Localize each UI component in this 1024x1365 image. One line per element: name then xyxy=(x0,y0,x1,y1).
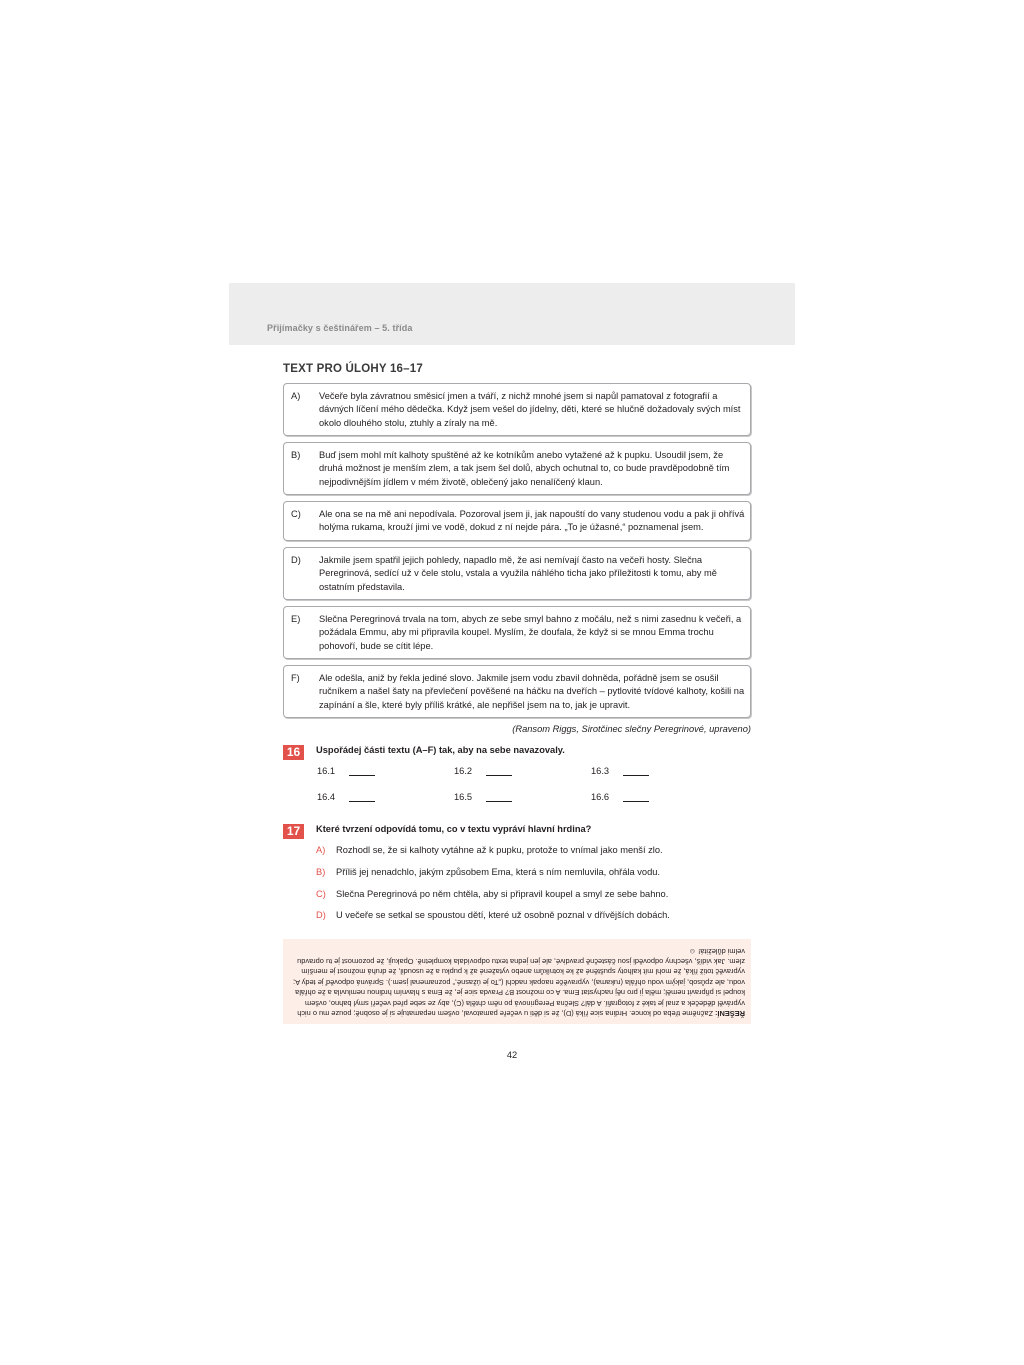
order-item xyxy=(454,792,512,802)
answer-option-c[interactable] xyxy=(316,889,668,899)
order-item xyxy=(591,766,649,776)
option-text: Příliš jej nenadchlo, jakým způsobem Ema, která s ním nemluvila, ohřála vodu. xyxy=(336,867,660,877)
solution-box xyxy=(283,939,751,1024)
answer-blank[interactable] xyxy=(623,767,649,776)
box-text: Jakmile jsem spatřil jejich pohledy, napadlo mě, že asi nemívají často na večeři hosty. Slečna Peregrinová, sedící už v čele stolu, vstala a využila náhlého ticha jako příležitosti k tomu, aby mě ostatním představila. xyxy=(319,555,717,592)
running-header xyxy=(229,283,795,345)
order-label: 16.1 xyxy=(317,766,336,776)
box-text: Slečna Peregrinová trvala na tom, abych ze sebe smyl bahno z močálu, než s nimi zasednu k večeři, a požádala Emmu, aby mi připravila koupel. Myslím, že doufala, že když si se mnou Emma trochu pohovoří, bude se cítit lépe. xyxy=(319,614,742,651)
box-text: Ale ona se na mě ani nepodívala. Pozoroval jsem ji, jak napouští do vany studenou vodu a pak ji ohřívá holýma rukama, krouží jimi ve vodě, dokud z ní nejde pára. „To je úžasné,“ poznamenal jsem. xyxy=(319,509,745,533)
solution-body: Začněme třeba od konce. Hrdina sice říká (D), že si děti u večeře pamatoval, ovšem nepamatuje si je osobně; pouze mu o nich vyprávěl dědeček a znal je také z fotografií. A dál? Slečna Peregrinová po něm chtěla (C), aby ze sebe před večeří smyl bahno, ovšem koupel si připravit neměl; měla ji pro něj nachystat Ema. A co možnost B? Pravda sice je, že Ema s hlavním hrdinou nemluvila a že ohřála vodu, ale způsob, jakým vodu ohřála (rukama), vypravěče naopak nadchl („To je úžasné,“ poznamenal jsem.). Správná odpověď je tedy A; vypravěč totiž říká, že mohl mít kalhoty spuštěné až ke kotníkům anebo vytažené až k pupku a že usoudil, že druhá možnost je menším zlem. Jak vidíš, všechny odpovědi jsou částečně pravdivé, ale jen jedna textu odpovídala kompletně. Opakuji, že pozornost je tu opravdu velmi důležitá! ☺ xyxy=(293,946,745,1018)
order-label: 16.4 xyxy=(317,792,336,802)
text-box-f xyxy=(283,665,751,718)
source-citation: (Ransom Riggs, Sirotčinec slečny Peregrinové, upraveno) xyxy=(512,724,751,734)
order-item xyxy=(317,792,375,802)
order-label: 16.6 xyxy=(591,792,610,802)
box-text: Večeře byla závratnou směsicí jmen a tváří, z nichž mnohé jsem si napůl pamatoval z fotografií a dávných líčení mého dědečka. Když jsem vešel do jídelny, děti, které se hlučně dožadovaly svých míst okolo dlouhého stolu, ztuhly a zíraly na mě. xyxy=(319,391,741,428)
solution-label: ŘEŠENÍ: xyxy=(715,1008,745,1018)
text-box-c xyxy=(283,501,751,541)
order-item xyxy=(591,792,649,802)
header-title: Přijímačky s češtinářem – 5. třída xyxy=(267,323,413,333)
text-box-d xyxy=(283,547,751,600)
answer-blank[interactable] xyxy=(349,793,375,802)
option-letter: A) xyxy=(316,845,326,855)
text-box-b xyxy=(283,442,751,495)
task-number-17: 17 xyxy=(283,824,304,839)
text-box-a xyxy=(283,383,751,436)
box-letter: D) xyxy=(291,555,301,565)
box-letter: B) xyxy=(291,450,301,460)
order-item xyxy=(317,766,375,776)
task-17-question: Které tvrzení odpovídá tomu, co v textu vypráví hlavní hrdina? xyxy=(316,824,592,834)
answer-blank[interactable] xyxy=(486,767,512,776)
box-letter: A) xyxy=(291,391,301,401)
answer-blank[interactable] xyxy=(623,793,649,802)
option-letter: D) xyxy=(316,910,326,920)
task-16-question: Uspořádej části textu (A–F) tak, aby na sebe navazovaly. xyxy=(316,745,565,755)
option-letter: B) xyxy=(316,867,326,877)
text-box-e xyxy=(283,606,751,659)
order-item xyxy=(454,766,512,776)
option-letter: C) xyxy=(316,889,326,899)
section-title: TEXT PRO ÚLOHY 16–17 xyxy=(283,363,423,375)
order-label: 16.5 xyxy=(454,792,473,802)
task-number-16: 16 xyxy=(283,745,304,760)
box-letter: C) xyxy=(291,509,301,519)
answer-option-d[interactable] xyxy=(316,910,670,920)
option-text: Rozhodl se, že si kalhoty vytáhne až k pupku, protože to vnímal jako menší zlo. xyxy=(336,845,663,855)
page-number: 42 xyxy=(506,1050,518,1060)
box-letter: F) xyxy=(291,673,300,683)
option-text: U večeře se setkal se spoustou dětí, které už osobně poznal v dřívějších dobách. xyxy=(336,910,670,920)
option-text: Slečna Peregrinová po něm chtěla, aby si připravil koupel a smyl ze sebe bahno. xyxy=(336,889,669,899)
order-label: 16.2 xyxy=(454,766,473,776)
solution-text xyxy=(289,945,745,1018)
order-label: 16.3 xyxy=(591,766,610,776)
answer-option-b[interactable] xyxy=(316,867,660,877)
answer-option-a[interactable] xyxy=(316,845,663,855)
box-letter: E) xyxy=(291,614,301,624)
answer-blank[interactable] xyxy=(486,793,512,802)
box-text: Buď jsem mohl mít kalhoty spuštěné až ke kotníkům anebo vytažené až k pupku. Usoudil jsem, že druhá možnost je menším zlem, a tak jsem šel dolů, abych ochutnal to, co bude pravděpodobně tím nejpodivnějším jídlem v mém životě, oblečený jako nenalíčený klaun. xyxy=(319,450,730,487)
box-text: Ale odešla, aniž by řekla jediné slovo. Jakmile jsem vodu zbavil dohněda, pořádně jsem se osušil ručníkem a našel šaty na převlečení pověšené na háčku na dveřích – pytlovité tvídové kalhoty, košili na zapínání a šle, které byly příliš krátké, ale nepřišel jsem na to, jak je upravit. xyxy=(319,673,745,710)
answer-blank[interactable] xyxy=(349,767,375,776)
